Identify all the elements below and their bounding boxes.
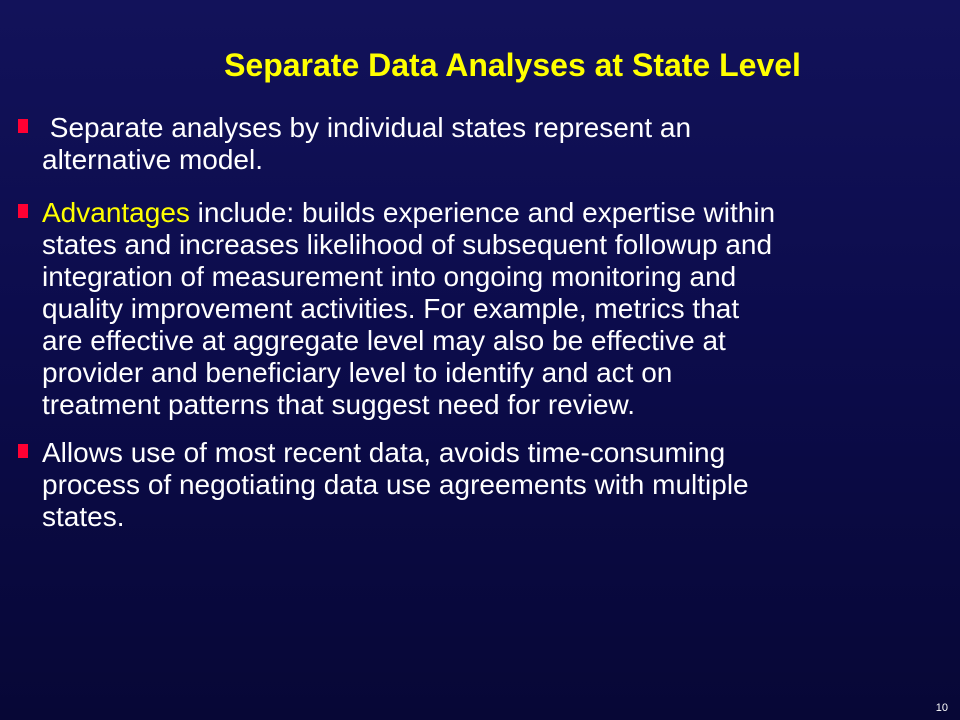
bullet-line [42, 197, 954, 229]
square-bullet-icon [18, 204, 28, 218]
bullet-line: treatment patterns that suggest need for review. [42, 389, 636, 420]
square-bullet-icon [18, 444, 28, 458]
bullet-item [18, 437, 954, 533]
bullet-list [18, 112, 954, 547]
bullet-line: Allows use of most recent data, avoids time-consuming [42, 437, 726, 468]
bullet-line: states and increases likelihood of subsequent followup and [42, 229, 773, 260]
bullet-line: Separate analyses by individual states represent an [42, 112, 692, 143]
bullet-line: process of negotiating data use agreements with multiple [42, 469, 749, 500]
bullet-item [18, 112, 954, 176]
bullet-line-text: include: builds experience and expertise within [189, 197, 776, 228]
bullet-item [18, 197, 954, 421]
bullet-line: integration of measurement into ongoing monitoring and [42, 261, 737, 292]
highlight-text: Advantages [42, 197, 190, 228]
bullet-line: provider and beneficiary level to identify and act on [42, 357, 673, 388]
slide-title: Separate Data Analyses at State Level [224, 47, 801, 83]
bullet-line: states. [42, 501, 125, 532]
page-number: 10 [935, 702, 948, 714]
bullet-line: alternative model. [42, 144, 264, 175]
bullet-line: are effective at aggregate level may also be effective at [42, 325, 726, 356]
bullet-line: quality improvement activities. For example, metrics that [42, 293, 740, 324]
square-bullet-icon [18, 119, 28, 133]
